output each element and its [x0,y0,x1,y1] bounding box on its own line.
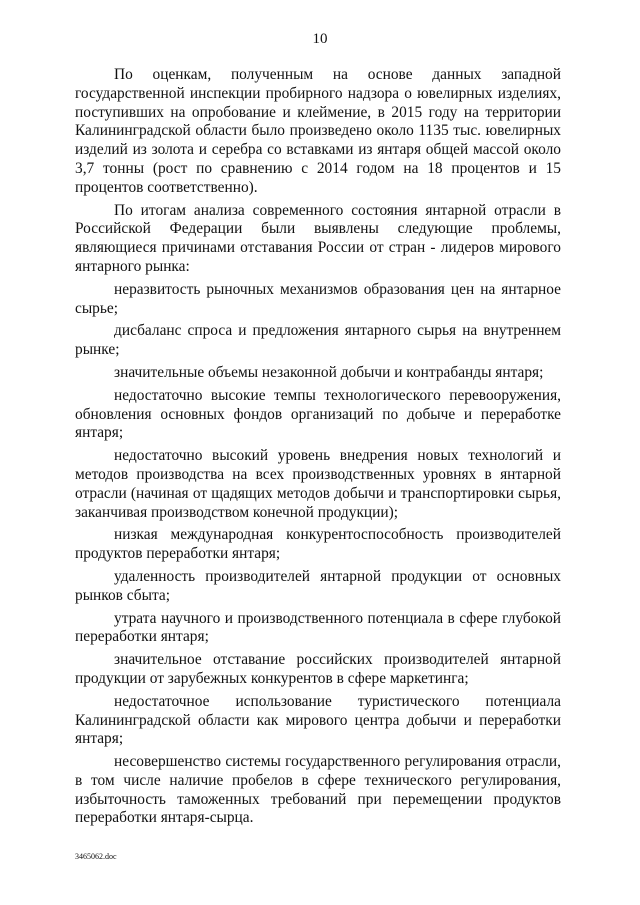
paragraph-1: По оценкам, полученным на основе данных западной государственной инспекции пробирного надзора о ювелирных изделиях, поступивших на опробование и клеймение, в 2015 году на территории Калининградской области было произведено около 1135 тыс. ювелирных изделий из золота и серебра со вставками из янтаря общей массой около 3,7 тонны (рост по сравнению с 2014 годом на 18 процентов и 15 процентов соответственно). [75,66,561,196]
list-item: утрата научного и производственного потенциала в сфере глубокой переработки янтаря; [75,609,561,646]
document-file-name: 3465062.doc [75,852,117,861]
list-item: недостаточное использование туристического потенциала Калининградской области как мирового центра добычи и переработки янтаря; [75,692,561,748]
list-item: неразвитость рыночных механизмов образования цен на янтарное сырье; [75,280,561,317]
list-item: несовершенство системы государственного регулирования отрасли, в том числе наличие пробелов в сфере технического регулирования, избыточность таможенных требований при перемещении продуктов переработки янтаря-сырца. [75,753,561,827]
paragraph-2: По итогам анализа современного состояния янтарной отрасли в Российской Федерации были выявлены следующие проблемы, являющиеся причинами отставания России от стран - лидеров мирового янтарного рынка: [75,201,561,275]
list-item: удаленность производителей янтарной продукции от основных рынков сбыта; [75,567,561,604]
list-item: недостаточно высокий уровень внедрения новых технологий и методов производства на всех производственных уровнях в янтарной отрасли (начиная от щадящих методов добычи и транспортировки сырья, заканчивая производством конечной продукции); [75,447,561,521]
list-item: недостаточно высокие темпы технологического перевооружения, обновления основных фондов организаций по добыче и переработке янтаря; [75,386,561,442]
document-body [75,66,561,832]
list-item: значительное отставание российских производителей янтарной продукции от зарубежных конкурентов в сфере маркетинга; [75,651,561,687]
list-item: дисбаланс спроса и предложения янтарного сырья на внутреннем рынке; [75,322,561,359]
list-item: значительные объемы незаконной добычи и контрабанды янтаря; [114,363,544,381]
page-number: 10 [312,31,328,47]
list-item: низкая международная конкурентоспособность производителей продуктов переработки янтаря; [75,526,561,563]
